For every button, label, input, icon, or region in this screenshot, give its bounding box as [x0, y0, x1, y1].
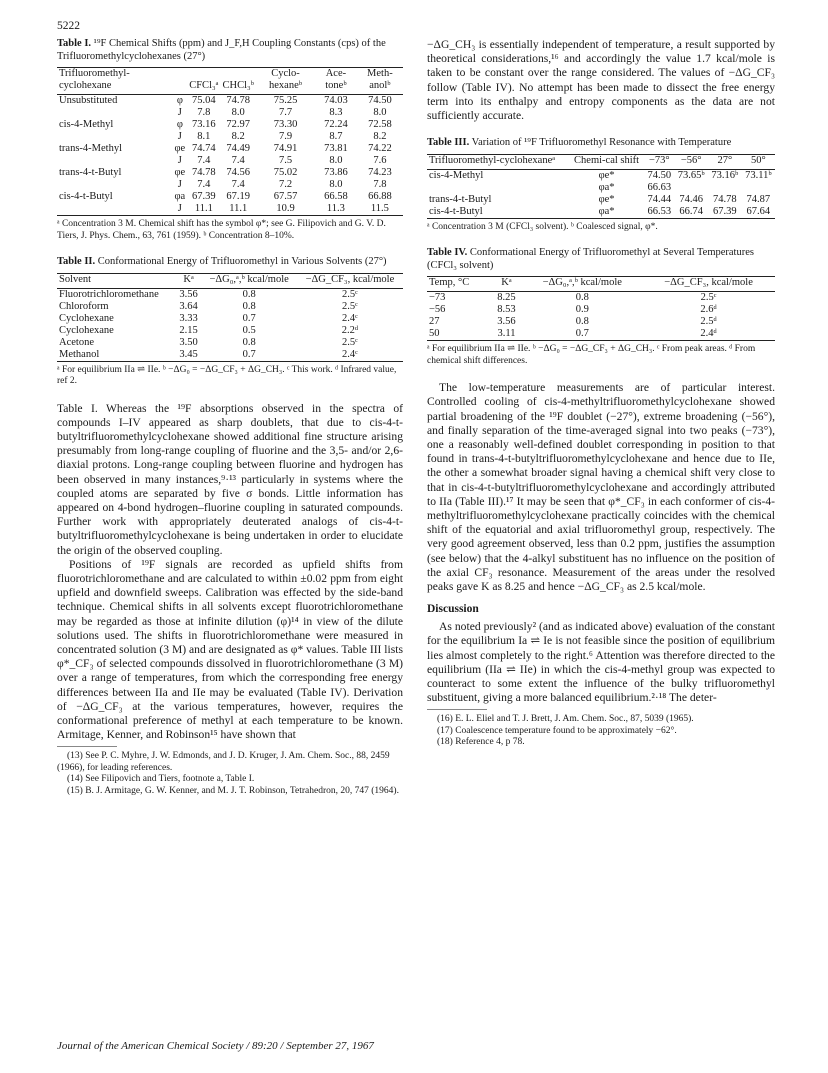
right-top-text	[427, 38, 775, 123]
table3-cell: 74.50	[647, 169, 672, 181]
discussion-heading: Discussion	[427, 603, 479, 616]
table1-cell: 7.9	[278, 131, 293, 142]
table3-cell: 67.64	[746, 205, 771, 217]
table1-header-cell: CHCl₃ᵇ	[221, 68, 256, 95]
table1-cell: cis-4-t-Butyl	[59, 191, 113, 202]
table-3-notes: ᵃ Concentration 3 M (CFCl₃ solvent). ᵇ Coalesced signal, φ*.	[427, 221, 658, 232]
table4-cell: 27	[429, 316, 440, 328]
table1-cell: J	[177, 155, 182, 166]
table-row	[427, 316, 775, 328]
table2-cell: 2.2ᵈ	[341, 324, 359, 336]
table-4	[427, 247, 775, 367]
table4-cell: 3.56	[497, 316, 516, 328]
table1-cell	[57, 179, 172, 191]
table1-header-cell: Ace-toneᵇ	[315, 68, 357, 95]
table1-cell: 72.97	[226, 119, 251, 130]
table-row	[427, 328, 775, 341]
table1-cell: 7.4	[197, 179, 211, 190]
table4-header-cell: Temp, °C	[427, 277, 490, 292]
table2-cell: Acetone	[59, 336, 94, 348]
table3-cell: 73.65ᵇ	[677, 169, 705, 181]
table1-cell: 72.58	[368, 119, 392, 130]
table3-cell: φa*	[598, 205, 615, 217]
table1-cell: 73.16	[192, 119, 216, 130]
table1-header-cell: Trifluoromethyl-cyclohexane	[57, 68, 172, 95]
table2-header-cell: Kᵃ	[176, 273, 202, 288]
discussion-text	[427, 620, 775, 705]
table1-cell: J	[177, 107, 182, 118]
table2-cell: Fluorotrichloromethane	[59, 288, 159, 300]
table-3-title: Variation of ¹⁹F Trifluoromethyl Resonance with Temperature	[471, 137, 732, 149]
table2-cell: 2.4ᶜ	[342, 312, 358, 324]
table1-cell: 66.58	[324, 191, 348, 202]
table-row	[57, 349, 403, 362]
table4-cell: 2.5ᵈ	[700, 316, 717, 328]
page-number: 5222	[57, 20, 80, 32]
table1-header-cell: Meth-anolᵇ	[357, 68, 403, 95]
table1-cell: 8.2	[373, 131, 387, 142]
table2-cell: 3.64	[179, 300, 198, 312]
table1-cell: 74.49	[226, 143, 251, 154]
table1-cell: 7.4	[197, 155, 211, 166]
table1-header-cell: Cyclo-hexaneᵇ	[256, 68, 315, 95]
table3-cell: cis-4-Methyl	[429, 169, 484, 181]
journal-footer: Journal of the American Chemical Society / 89:20 / September 27, 1967	[57, 1040, 374, 1052]
table2-cell: 0.8	[242, 300, 256, 312]
table1-cell: 8.7	[329, 131, 343, 142]
table2-cell: 2.5ᶜ	[342, 300, 358, 312]
table-1-caption	[57, 38, 403, 63]
table1-cell	[57, 107, 172, 119]
table4-cell: 0.8	[575, 292, 589, 304]
table4-cell: 8.53	[497, 304, 516, 316]
table1-cell: 7.4	[231, 179, 245, 190]
table1-cell: φ	[176, 119, 183, 130]
table-4-label: Table IV.	[427, 247, 468, 259]
table1-cell: 7.8	[197, 107, 211, 118]
reference-18: (18) Reference 4, p 78.	[437, 737, 525, 748]
reference-16: (16) E. L. Eliel and T. J. Brett, J. Am. Chem. Soc., 87, 5039 (1965).	[437, 714, 694, 725]
table-2-caption	[57, 256, 403, 269]
table3-cell: φe*	[598, 193, 615, 205]
left-column	[57, 38, 403, 797]
table-row	[57, 107, 403, 119]
table1-cell: 74.78	[192, 167, 216, 178]
table2-cell: 0.8	[242, 336, 256, 348]
table1-cell: 74.22	[368, 143, 392, 154]
table1-cell: 8.3	[329, 107, 343, 118]
table-row	[57, 131, 403, 143]
table2-cell: Cyclohexane	[59, 324, 114, 336]
table-row	[57, 325, 403, 337]
table-2-label: Table II.	[57, 256, 96, 267]
table3-cell: φa*	[598, 181, 615, 193]
table2-cell: 3.33	[179, 312, 198, 324]
table-row	[57, 179, 403, 191]
table2-cell: 3.45	[179, 348, 198, 360]
table4-cell: 0.9	[575, 304, 589, 316]
table3-cell	[427, 182, 569, 194]
table2-cell: 0.8	[242, 288, 256, 300]
table1-cell: 7.2	[278, 179, 293, 190]
table-row	[427, 169, 775, 182]
left-paragraph-1: Table I. Whereas the ¹⁹F absorptions observed in the spectra of compounds I–IV appeared as sharp doublets, that due to cis-4-t-butyltrifluoromethylcyclohexane showed additional fine structure arising presumably from long-range coupling of fluorine and the 3,5- and/or 2,6-diaxial protons. Long-range coupling between fluorine and hydrogen has been observed in many instances,⁹·¹³ particularly in systems where the coupled atoms are separated by five σ bonds. Little information has appeared on 4-bond hydrogen–fluorine coupling in saturated compounds. Further work with appropriately deuterated analogs of cis-4-t-butyltrifluoromethylcyclohexane is being undertaken in order to elucidate the origin of the observed coupling.	[57, 401, 403, 557]
table3-header-cell: Trifluoromethyl-cyclohexaneᵃ	[427, 154, 569, 169]
table3-header-cell: 27°	[708, 154, 742, 169]
table1-cell: 74.78	[226, 95, 251, 106]
table-2-title: Conformational Energy of Trifluoromethyl in Various Solvents (27°)	[97, 256, 387, 267]
table-row	[57, 167, 403, 179]
table3-cell	[674, 182, 708, 194]
table1-cell: 75.02	[273, 167, 298, 178]
table1-cell: 7.5	[278, 155, 293, 166]
table1-header-cell	[172, 68, 187, 95]
table-3-label: Table III.	[427, 137, 470, 149]
table-row	[57, 95, 403, 108]
table4-cell: 8.25	[497, 292, 516, 304]
table1-cell	[57, 131, 172, 143]
table1-cell: φa	[174, 191, 186, 202]
table2-cell: 0.5	[242, 324, 256, 336]
table4-cell: 0.7	[575, 328, 589, 340]
table1-cell: 10.9	[276, 203, 295, 214]
table4-header-cell: −ΔG_CF₃, kcal/mole	[642, 277, 775, 292]
table-row	[427, 206, 775, 219]
table-1-title: ¹⁹F Chemical Shifts (ppm) and J_F,H Coupling Constants (cps) of the Trifluoromethylcyclohexanes (27°)	[57, 38, 386, 62]
table3-cell: cis-4-t-Butyl	[429, 205, 483, 217]
table2-cell: 2.4ᶜ	[342, 348, 358, 360]
table4-cell: −56	[429, 304, 446, 316]
table4-header-cell: Kᵃ	[490, 277, 522, 292]
table2-cell: Chloroform	[59, 300, 109, 312]
table3-cell: 66.63	[647, 181, 672, 193]
table4-cell: 2.5ᶜ	[700, 292, 717, 304]
table-3-grid	[427, 154, 775, 219]
table2-header-cell: −ΔG_CF₃, kcal/mole	[297, 273, 403, 288]
right-body-text	[427, 381, 775, 594]
table3-cell: 74.87	[746, 193, 771, 205]
table3-header-cell: −56°	[674, 154, 708, 169]
table3-cell: 73.11ᵇ	[745, 169, 772, 181]
table1-cell: 75.25	[273, 95, 298, 106]
table-row	[57, 119, 403, 131]
table1-cell: 66.88	[368, 191, 392, 202]
table3-cell: 66.74	[679, 205, 703, 217]
left-paragraph-2: Positions of ¹⁹F signals are recorded as upfield shifts from fluorotrichloromethane and are calculated to within ±0.02 ppm from eight upfield and downfield sweeps. Calibration was effected by the side-band technique. Chemical shifts in all solvents except fluorotrichloromethane may be regarded as those at infinite dilution (φ)¹⁴ in view of the dilute solutions used. The shifts in fluorotrichloromethane were measured in concentrated solution (3 M) and are designated as φ* values. Table III lists φ*_CF₃ of selected compounds dissolved in fluorotrichloromethane (3 M) over a range of temperatures, from which the corresponding free energy differences between IIa and IIe may be evaluated (Table IV). Derivation of −ΔG_CF₃ at the various temperatures, however, requires the conformational preference of methyl at each temperature to be known. Armitage, Kenner, and Robinson¹⁵ have shown that	[57, 557, 403, 742]
table1-cell: trans-4-t-Butyl	[59, 167, 122, 178]
table4-cell: 2.6ᵈ	[700, 304, 717, 316]
table2-header-cell: −ΔG₀,ᵃ,ᵇ kcal/mole	[201, 273, 296, 288]
table2-cell: 2.5ᶜ	[342, 288, 358, 300]
table-1-label: Table I.	[57, 38, 92, 49]
table1-cell: 67.19	[226, 191, 251, 202]
table1-cell: 72.24	[324, 119, 348, 130]
table4-cell: 0.8	[575, 316, 589, 328]
footnote-rule	[57, 746, 117, 747]
table4-cell: 3.11	[497, 328, 516, 340]
table1-cell: 7.7	[278, 107, 293, 118]
table3-cell: 66.53	[647, 205, 672, 217]
reference-17: (17) Coalescence temperature found to be approximately −62°.	[437, 725, 677, 736]
table2-cell: 3.56	[179, 288, 198, 300]
table-3	[427, 137, 775, 233]
table1-cell: 7.4	[231, 155, 245, 166]
discussion-paragraph: As noted previously² (and as indicated above) evaluation of the constant for the equilibrium Ia ⇌ Ie is not feasible since the position of equilibrium lies almost completely to the right.⁶ Attention was therefore directed to the equilibrium (IIa ⇌ IIe) in which the cis-4-methyl group was expected to counteract to some extent the influence of the bulky trifluoromethyl substituent, giving a more balanced equilibrium.²·¹⁸ The deter-	[427, 620, 775, 705]
table1-cell: 7.6	[373, 155, 387, 166]
table-row	[57, 313, 403, 325]
table1-cell: 11.1	[194, 203, 213, 214]
table4-cell: 2.4ᵈ	[700, 328, 717, 340]
table1-cell: 73.81	[324, 143, 348, 154]
table3-header-cell: 50°	[742, 154, 775, 169]
table3-cell: 73.16ᵇ	[711, 169, 739, 181]
table-2	[57, 256, 403, 388]
table2-cell: Cyclohexane	[59, 312, 114, 324]
table1-header-cell: CFCl₃ᵃ	[187, 68, 220, 95]
table1-cell	[57, 203, 172, 216]
table1-cell: J	[177, 179, 182, 190]
table1-cell: 74.50	[368, 95, 392, 106]
table-row	[57, 143, 403, 155]
footnote-rule-right	[427, 709, 487, 710]
table-3-caption	[427, 137, 775, 150]
table-2-notes: ᵃ For equilibrium IIa ⇌ IIe. ᵇ −ΔG₀ = −ΔG_CF₃ + ΔG_CH₃. ᶜ This work. ᵈ Infrared value, ref 2.	[57, 364, 397, 386]
table-row	[427, 182, 775, 194]
table1-cell: 74.74	[192, 143, 216, 154]
table2-cell: 2.15	[179, 324, 198, 336]
table1-cell: 74.23	[368, 167, 392, 178]
table3-cell: φe*	[598, 169, 615, 181]
table4-header-cell: −ΔG₀,ᵃ,ᵇ kcal/mole	[523, 277, 643, 292]
table1-cell: φe	[174, 167, 186, 178]
table1-cell: 75.04	[192, 95, 216, 106]
table1-cell: 11.3	[326, 203, 345, 214]
table-row	[427, 292, 775, 305]
table1-cell: φ	[176, 95, 183, 106]
right-paragraph-1: The low-temperature measurements are of particular interest. Controlled cooling of cis-4-methyltrifluoromethylcyclohexane showed partial broadening of the ¹⁹F doublet (−27°), extreme broadening (−56°), and finally separation of the time-averaged signal into two peaks (−73°), one a reasonably well-defined doublet corresponding in position to that found in trans-4-t-butyltrifluoromethylcyclohexane and hence due to IIe, the other a somewhat broader signal having a chemical shift very close to that in cis-4-t-butyltrifluoromethylcyclohexane and accordingly attributed to IIa (Table III).¹⁷ It may be seen that φ*_CF₃ in each conformer of cis-4-methyltrifluoromethylcyclohexane practically coincides with the chemical shift of the equatorial and axial trifluoromethyl group, respectively. The very good agreement observed, less than 0.2 ppm, justifies the assumption (see below) that the 4-alkyl substituent has no influence on the position of the axial CF₃ resonance. Measurement of the areas under the resolved peaks gave K as 8.25 and hence −ΔG_CF₃ as 2.5 kcal/mole.	[427, 381, 775, 594]
table2-cell: 0.7	[242, 312, 256, 324]
table1-cell: 8.0	[231, 107, 245, 118]
table1-cell: J	[177, 203, 182, 214]
table1-cell: 8.2	[231, 131, 245, 142]
table3-cell	[708, 182, 742, 194]
table1-cell: 67.39	[192, 191, 216, 202]
table-row	[427, 194, 775, 206]
table-row	[57, 191, 403, 203]
right-column	[427, 38, 775, 749]
table1-cell: trans-4-Methyl	[59, 143, 122, 154]
table3-cell	[742, 182, 775, 194]
right-references	[427, 714, 775, 749]
table3-header-cell: Chemi-cal shift	[569, 154, 644, 169]
table3-cell: 74.78	[713, 193, 737, 205]
table1-cell: J	[177, 131, 182, 142]
table2-cell: 2.5ᶜ	[342, 336, 358, 348]
table-row	[57, 155, 403, 167]
left-references	[57, 751, 403, 797]
table1-cell: 8.0	[373, 107, 387, 118]
table1-cell: 11.1	[229, 203, 248, 214]
table-4-caption	[427, 247, 775, 272]
reference-14: (14) See Filipovich and Tiers, footnote a, Table I.	[67, 774, 255, 785]
table-4-grid	[427, 276, 775, 341]
table1-cell: 73.30	[273, 119, 298, 130]
table1-cell: 74.03	[324, 95, 348, 106]
table1-cell: 74.56	[226, 167, 251, 178]
table3-header-cell: −73°	[644, 154, 674, 169]
table4-cell: −73	[429, 292, 446, 304]
table1-cell: 8.0	[329, 179, 343, 190]
table1-cell	[57, 155, 172, 167]
table1-cell: 8.1	[197, 131, 211, 142]
table-row	[57, 301, 403, 313]
table1-cell: 11.5	[370, 203, 389, 214]
table-row	[57, 203, 403, 216]
table2-header-cell: Solvent	[57, 273, 176, 288]
table3-cell: 67.39	[713, 205, 737, 217]
table-row	[57, 337, 403, 349]
right-paragraph-top: −ΔG_CH₃ is essentially independent of temperature, a result supported by theoretical considerations,¹⁶ and accordingly the value 1.7 kcal/mole is taken to be constant over the range considered. The values of −ΔG_CF₃ follow (Table IV). No attempt has been made to dissect the free energy term into its enthalpy and entropy components as the data are not sufficiently accurate.	[427, 38, 775, 123]
table1-cell: 8.0	[329, 155, 343, 166]
table3-cell: 74.44	[647, 193, 672, 205]
table1-cell: 67.57	[273, 191, 298, 202]
table2-cell: 3.50	[179, 336, 198, 348]
reference-15: (15) B. J. Armitage, G. W. Kenner, and M. J. T. Robinson, Tetrahedron, 20, 747 (1964).	[67, 785, 399, 796]
table-1-grid	[57, 67, 403, 216]
table1-cell: 74.91	[273, 143, 298, 154]
table-2-grid	[57, 273, 403, 362]
table-row	[427, 304, 775, 316]
table1-cell: cis-4-Methyl	[59, 119, 114, 130]
table3-cell: trans-4-t-Butyl	[429, 193, 492, 205]
table1-cell: φe	[174, 143, 186, 154]
table1-cell: 73.86	[324, 167, 348, 178]
table-4-title: Conformational Energy of Trifluoromethyl at Several Temperatures (CFCl₃ solvent)	[427, 247, 754, 271]
table2-cell: 0.7	[242, 348, 256, 360]
table3-cell: 74.46	[679, 193, 703, 205]
reference-13: (13) See P. C. Myhre, J. W. Edmonds, and J. D. Kruger, J. Am. Chem. Soc., 88, 2459 (1966), for leading references.	[57, 751, 390, 773]
table-1	[57, 38, 403, 242]
table-4-notes: ᵃ For equilibrium IIa ⇌ IIe. ᵇ −ΔG₀ = −ΔG_CF₃ + ΔG_CH₃. ᶜ From peak areas. ᵈ From chemical shift differences.	[427, 344, 756, 366]
left-body-text	[57, 402, 403, 743]
table-1-notes: ᵃ Concentration 3 M. Chemical shift has the symbol φ*; see G. Filipovich and G. V. D. Tiers, J. Phys. Chem., 63, 761 (1959). ᵇ Concentration 8–10%.	[57, 219, 386, 241]
table4-cell: 50	[429, 328, 440, 340]
table-row	[57, 288, 403, 301]
table1-cell: Unsubstituted	[59, 95, 118, 106]
table1-cell: 7.8	[373, 179, 387, 190]
table2-cell: Methanol	[59, 348, 100, 360]
